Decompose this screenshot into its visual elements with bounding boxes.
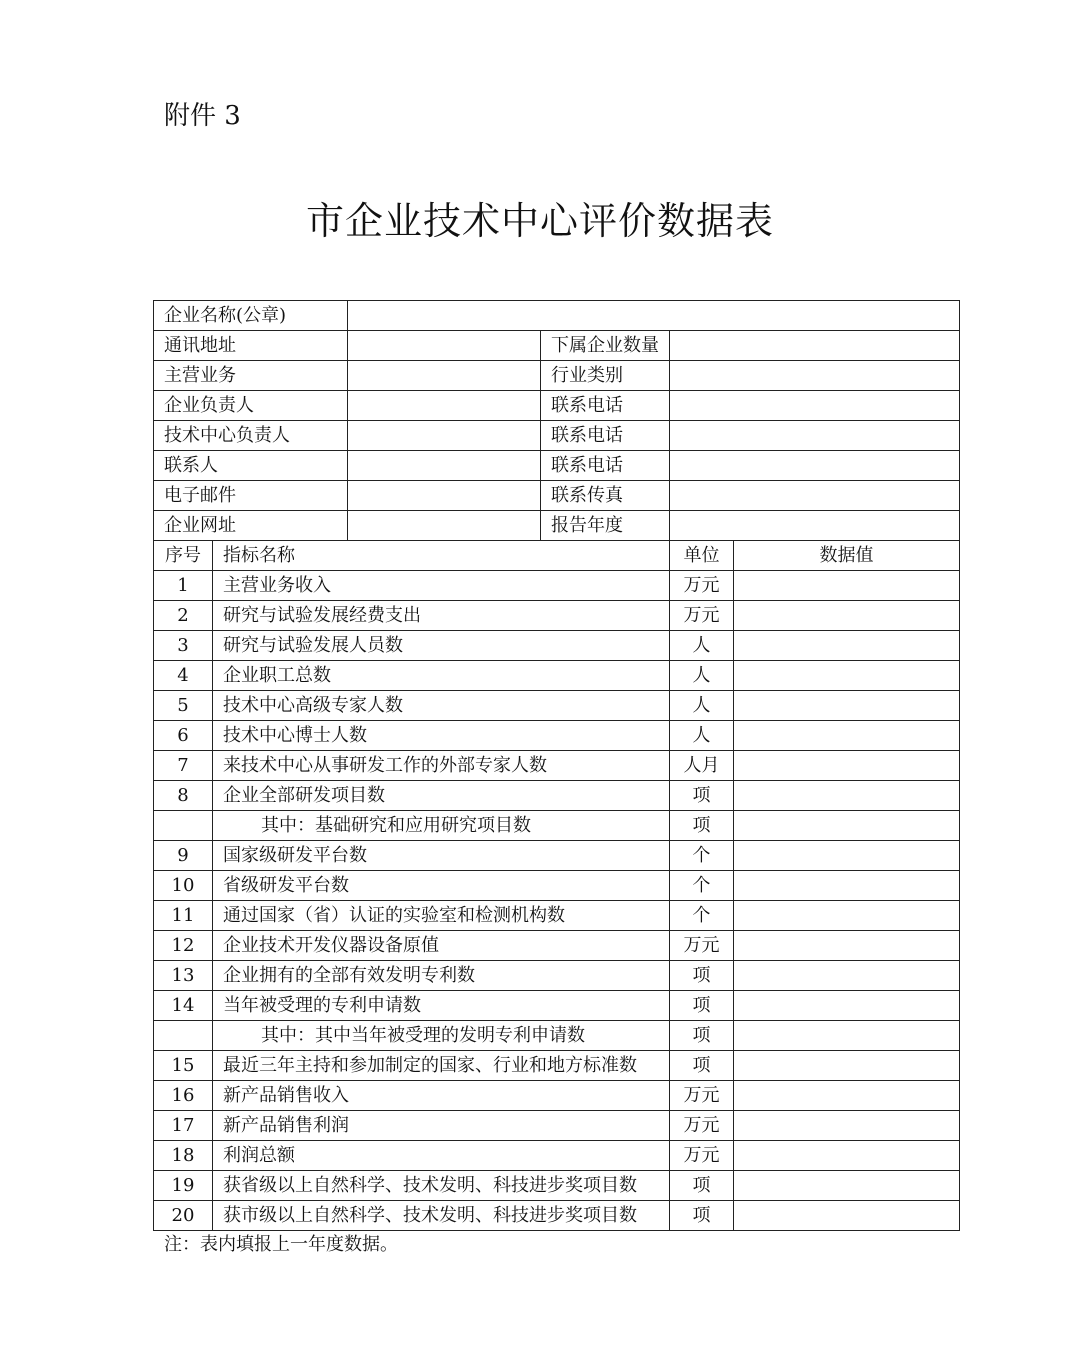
indicator-value-input[interactable] bbox=[734, 781, 960, 811]
info-label: 联系电话 bbox=[541, 451, 670, 481]
indicator-unit: 项 bbox=[670, 1051, 734, 1081]
header-unit: 单位 bbox=[670, 541, 734, 571]
indicator-row bbox=[154, 781, 960, 811]
indicator-row bbox=[154, 961, 960, 991]
indicator-name: 技术中心博士人数 bbox=[213, 721, 670, 751]
indicator-value-input[interactable] bbox=[734, 751, 960, 781]
indicator-no: 19 bbox=[154, 1171, 213, 1201]
indicator-row bbox=[154, 1171, 960, 1201]
indicator-value-input[interactable] bbox=[734, 1171, 960, 1201]
indicator-row bbox=[154, 901, 960, 931]
indicator-name: 新产品销售收入 bbox=[213, 1081, 670, 1111]
info-input[interactable] bbox=[348, 511, 541, 541]
info-label: 行业类别 bbox=[541, 361, 670, 391]
info-row bbox=[154, 421, 960, 451]
indicator-row bbox=[154, 1111, 960, 1141]
indicator-value-input[interactable] bbox=[734, 1201, 960, 1231]
indicator-value-input[interactable] bbox=[734, 631, 960, 661]
indicator-row bbox=[154, 931, 960, 961]
indicator-value-input[interactable] bbox=[734, 1021, 960, 1051]
indicator-value-input[interactable] bbox=[734, 901, 960, 931]
indicator-no: 2 bbox=[154, 601, 213, 631]
indicator-row bbox=[154, 601, 960, 631]
indicator-no: 10 bbox=[154, 871, 213, 901]
indicator-unit: 万元 bbox=[670, 1141, 734, 1171]
indicator-unit: 人 bbox=[670, 631, 734, 661]
info-label: 主营业务 bbox=[154, 361, 348, 391]
indicator-name: 企业技术开发仪器设备原值 bbox=[213, 931, 670, 961]
indicator-unit: 项 bbox=[670, 781, 734, 811]
indicator-value-input[interactable] bbox=[734, 841, 960, 871]
indicator-name: 国家级研发平台数 bbox=[213, 841, 670, 871]
indicator-name: 省级研发平台数 bbox=[213, 871, 670, 901]
info-label: 下属企业数量 bbox=[541, 331, 670, 361]
indicator-unit: 项 bbox=[670, 961, 734, 991]
indicator-name: 获省级以上自然科学、技术发明、科技进步奖项目数 bbox=[213, 1171, 670, 1201]
indicator-value-input[interactable] bbox=[734, 1051, 960, 1081]
header-name: 指标名称 bbox=[213, 541, 670, 571]
company-name-row bbox=[154, 301, 960, 331]
indicator-no: 12 bbox=[154, 931, 213, 961]
indicator-row bbox=[154, 721, 960, 751]
indicator-unit: 个 bbox=[670, 841, 734, 871]
indicator-row bbox=[154, 1141, 960, 1171]
indicator-value-input[interactable] bbox=[734, 1111, 960, 1141]
indicator-unit: 人月 bbox=[670, 751, 734, 781]
indicator-row bbox=[154, 691, 960, 721]
indicator-row bbox=[154, 1021, 960, 1051]
indicator-name: 研究与试验发展经费支出 bbox=[213, 601, 670, 631]
indicator-unit: 人 bbox=[670, 721, 734, 751]
info-row bbox=[154, 511, 960, 541]
indicator-name: 企业全部研发项目数 bbox=[213, 781, 670, 811]
indicator-value-input[interactable] bbox=[734, 1081, 960, 1111]
indicator-unit: 万元 bbox=[670, 1111, 734, 1141]
info-row bbox=[154, 331, 960, 361]
info-input[interactable] bbox=[348, 391, 541, 421]
table-body bbox=[154, 301, 960, 1231]
info-label: 技术中心负责人 bbox=[154, 421, 348, 451]
indicator-unit: 项 bbox=[670, 991, 734, 1021]
indicator-no: 16 bbox=[154, 1081, 213, 1111]
company-name-input[interactable] bbox=[348, 301, 960, 331]
indicator-unit: 万元 bbox=[670, 1081, 734, 1111]
indicator-row bbox=[154, 991, 960, 1021]
indicator-name: 企业职工总数 bbox=[213, 661, 670, 691]
indicator-value-input[interactable] bbox=[734, 721, 960, 751]
indicator-no: 15 bbox=[154, 1051, 213, 1081]
indicator-row bbox=[154, 871, 960, 901]
indicator-value-input[interactable] bbox=[734, 571, 960, 601]
indicator-name: 其中：基础研究和应用研究项目数 bbox=[213, 811, 670, 841]
indicator-no: 14 bbox=[154, 991, 213, 1021]
indicator-value-input[interactable] bbox=[734, 661, 960, 691]
indicator-name: 技术中心高级专家人数 bbox=[213, 691, 670, 721]
indicator-row bbox=[154, 751, 960, 781]
indicator-header-row bbox=[154, 541, 960, 571]
header-no: 序号 bbox=[154, 541, 213, 571]
info-label: 联系传真 bbox=[541, 481, 670, 511]
indicator-no: 8 bbox=[154, 781, 213, 811]
indicator-value-input[interactable] bbox=[734, 991, 960, 1021]
indicator-row bbox=[154, 1081, 960, 1111]
indicator-unit: 万元 bbox=[670, 931, 734, 961]
indicator-name: 通过国家（省）认证的实验室和检测机构数 bbox=[213, 901, 670, 931]
indicator-value-input[interactable] bbox=[734, 1141, 960, 1171]
info-input[interactable] bbox=[670, 481, 960, 511]
indicator-name: 其中：其中当年被受理的发明专利申请数 bbox=[213, 1021, 670, 1051]
info-label: 电子邮件 bbox=[154, 481, 348, 511]
indicator-name: 利润总额 bbox=[213, 1141, 670, 1171]
indicator-unit: 万元 bbox=[670, 571, 734, 601]
indicator-unit: 项 bbox=[670, 1201, 734, 1231]
info-input[interactable] bbox=[348, 451, 541, 481]
indicator-value-input[interactable] bbox=[734, 811, 960, 841]
info-input[interactable] bbox=[670, 511, 960, 541]
indicator-no: 11 bbox=[154, 901, 213, 931]
indicator-row bbox=[154, 571, 960, 601]
info-row bbox=[154, 361, 960, 391]
indicator-unit: 人 bbox=[670, 661, 734, 691]
info-row bbox=[154, 391, 960, 421]
indicator-name: 主营业务收入 bbox=[213, 571, 670, 601]
indicator-no: 4 bbox=[154, 661, 213, 691]
indicator-no: 9 bbox=[154, 841, 213, 871]
info-label: 联系电话 bbox=[541, 391, 670, 421]
indicator-name: 最近三年主持和参加制定的国家、行业和地方标准数 bbox=[213, 1051, 670, 1081]
indicator-row bbox=[154, 631, 960, 661]
info-input[interactable] bbox=[348, 481, 541, 511]
indicator-no bbox=[154, 1021, 213, 1051]
company-name-label: 企业名称(公章) bbox=[154, 301, 348, 331]
indicator-unit: 项 bbox=[670, 1171, 734, 1201]
indicator-unit: 项 bbox=[670, 811, 734, 841]
info-label: 报告年度 bbox=[541, 511, 670, 541]
indicator-row bbox=[154, 1051, 960, 1081]
evaluation-table bbox=[153, 300, 960, 1231]
info-label: 企业网址 bbox=[154, 511, 348, 541]
indicator-value-input[interactable] bbox=[734, 961, 960, 991]
info-input[interactable] bbox=[670, 421, 960, 451]
indicator-no: 1 bbox=[154, 571, 213, 601]
info-row bbox=[154, 451, 960, 481]
attachment-label: 附件 3 bbox=[164, 101, 241, 131]
indicator-unit: 人 bbox=[670, 691, 734, 721]
header-value: 数据值 bbox=[734, 541, 960, 571]
info-label: 通讯地址 bbox=[154, 331, 348, 361]
footnote: 注：表内填报上一年度数据。 bbox=[164, 1234, 398, 1255]
indicator-name: 企业拥有的全部有效发明专利数 bbox=[213, 961, 670, 991]
info-input[interactable] bbox=[670, 361, 960, 391]
indicator-value-input[interactable] bbox=[734, 691, 960, 721]
indicator-no: 18 bbox=[154, 1141, 213, 1171]
indicator-name: 当年被受理的专利申请数 bbox=[213, 991, 670, 1021]
indicator-value-input[interactable] bbox=[734, 931, 960, 961]
info-input[interactable] bbox=[348, 421, 541, 451]
indicator-unit: 万元 bbox=[670, 601, 734, 631]
info-input[interactable] bbox=[670, 451, 960, 481]
info-row bbox=[154, 481, 960, 511]
indicator-no: 5 bbox=[154, 691, 213, 721]
indicator-no bbox=[154, 811, 213, 841]
info-label: 企业负责人 bbox=[154, 391, 348, 421]
info-input[interactable] bbox=[348, 361, 541, 391]
indicator-row bbox=[154, 811, 960, 841]
indicator-value-input[interactable] bbox=[734, 871, 960, 901]
indicator-row bbox=[154, 661, 960, 691]
info-input[interactable] bbox=[670, 331, 960, 361]
page-title: 市企业技术中心评价数据表 bbox=[305, 199, 774, 243]
indicator-unit: 个 bbox=[670, 901, 734, 931]
indicator-row bbox=[154, 841, 960, 871]
indicator-no: 3 bbox=[154, 631, 213, 661]
indicator-no: 6 bbox=[154, 721, 213, 751]
info-input[interactable] bbox=[670, 391, 960, 421]
indicator-unit: 个 bbox=[670, 871, 734, 901]
indicator-name: 新产品销售利润 bbox=[213, 1111, 670, 1141]
info-input[interactable] bbox=[348, 331, 541, 361]
info-label: 联系人 bbox=[154, 451, 348, 481]
indicator-row bbox=[154, 1201, 960, 1231]
indicator-value-input[interactable] bbox=[734, 601, 960, 631]
indicator-unit: 项 bbox=[670, 1021, 734, 1051]
info-label: 联系电话 bbox=[541, 421, 670, 451]
indicator-name: 研究与试验发展人员数 bbox=[213, 631, 670, 661]
indicator-no: 7 bbox=[154, 751, 213, 781]
indicator-no: 13 bbox=[154, 961, 213, 991]
indicator-no: 20 bbox=[154, 1201, 213, 1231]
indicator-name: 获市级以上自然科学、技术发明、科技进步奖项目数 bbox=[213, 1201, 670, 1231]
indicator-no: 17 bbox=[154, 1111, 213, 1141]
indicator-name: 来技术中心从事研发工作的外部专家人数 bbox=[213, 751, 670, 781]
